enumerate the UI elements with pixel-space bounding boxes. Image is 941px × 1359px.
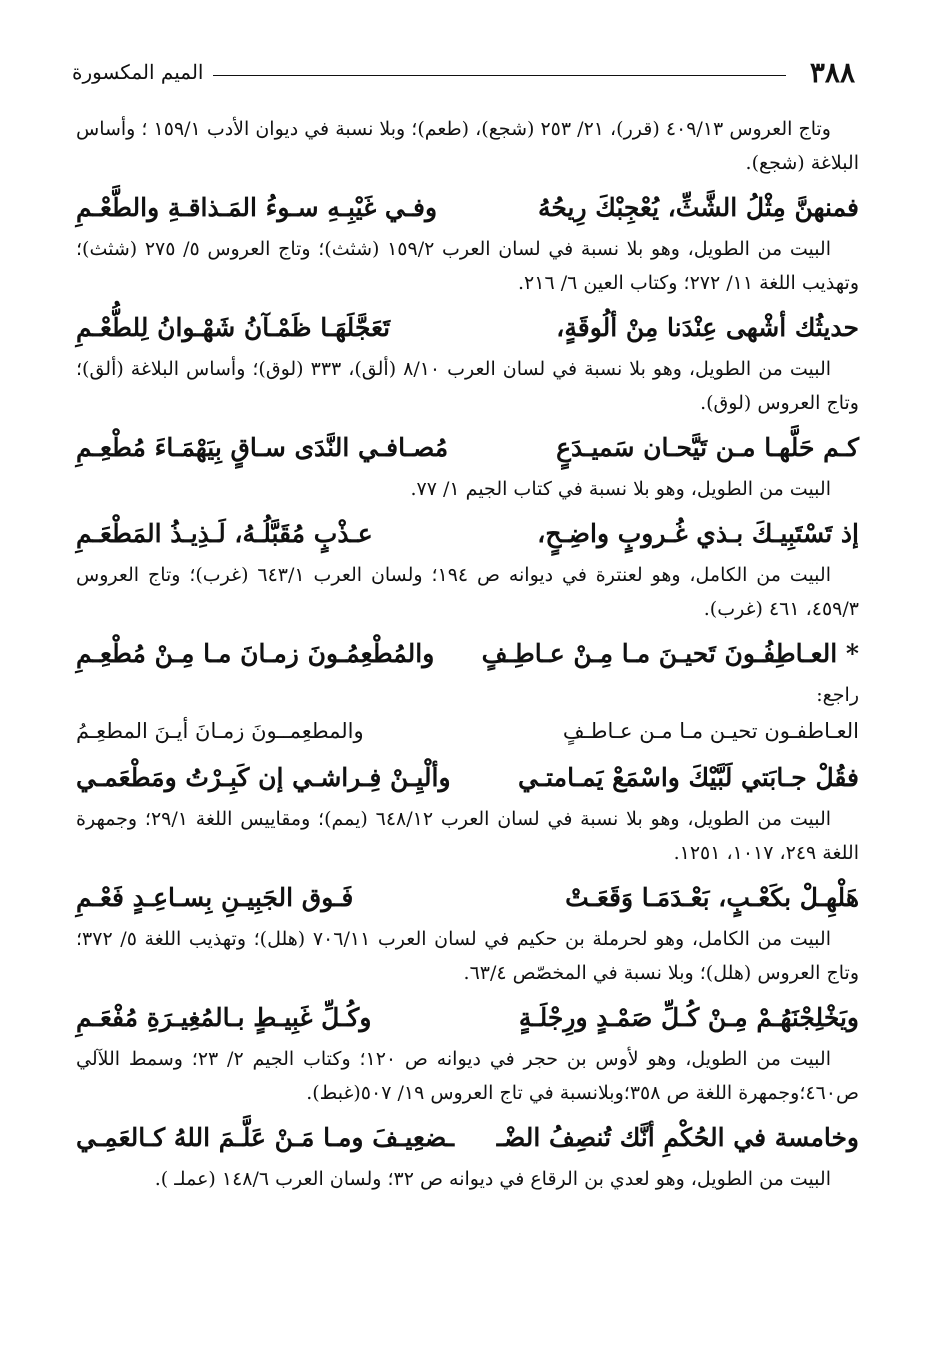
verse-first-hemistich: إذ تَسْتَبِيـكَ بـذي غُـروبٍ واضِـحٍ، xyxy=(537,519,859,548)
page-number: ٣٨٨ xyxy=(809,55,855,89)
header-rule xyxy=(213,75,785,76)
verse-first-hemistich: هَلْهِـلْ بكَعْـبٍ، بَعْـدَمَـا وَقَعَـتْ xyxy=(565,883,859,912)
verse-first-hemistich: وخامسة في الحُكْمِ أنَّك تُنصِفُ الضْـ xyxy=(496,1123,859,1152)
footnote-paragraph: البيت من الطويل، وهو بلا نسبة في لسان العرب ١٥٩/٢ (شثث)؛ وتاج العروس ٥/ ٢٧٥ (شثث)؛ وتهذيب اللغة ١١/ ٢٧٢؛ وكتاب العين ٦/ ٢١٦. xyxy=(76,238,859,294)
footnote-paragraph: وتاج العروس ٤٠٩/١٣ (قرر)، ٢١/ ٢٥٣ (شجع)، (طعم)؛ وبلا نسبة في ديوان الأدب ١٥٩/١ ؛ وأساس البلاغة (شجع). xyxy=(76,118,859,174)
verse-first-hemistich: العـاطفـون تحيـن مـا مـن عـاطـفٍ xyxy=(562,719,859,743)
footnote-paragraph: البيت من الطويل، وهو بلا نسبة في لسان العرب ٨/١٠ (ألق)، ٣٣٣ (لوق)؛ وأساس البلاغة (ألق)؛ وتاج العروس (لوق). xyxy=(76,358,859,414)
footnote-paragraph: البيت من الطويل، وهو بلا نسبة في كتاب الجيم ١/ ٧٧. xyxy=(410,478,831,500)
verse-second-hemistich: والمطعِمــونَ زمـانَ أيـنَ المطعِـمُ xyxy=(76,719,364,743)
verse-first-hemistich: كـم حَلَّهـا مـن تَيَّحـان سَميـدَعٍ xyxy=(556,433,859,462)
page-header xyxy=(72,52,855,92)
footnote-paragraph: البيت من الكامل، وهو لعنترة في ديوانه ص ١٩٤؛ ولسان العرب ٦٤٣/١ (غرب)؛ وتاج العروس ٤٥٩/٣، ٤٦١ (غرب). xyxy=(76,564,859,620)
footnote-paragraph: البيت من الطويل، وهو لأوس بن حجر في ديوانه ص ١٢٠؛ وكتاب الجيم ٢/ ٢٣؛ وسمط اللآلي ص٤٦٠؛وجمهرة اللغة ص ٣٥٨؛وبلانسبة في تاج العروس ١٩/ ٥٠٧(غبط). xyxy=(76,1048,859,1104)
verse-line xyxy=(76,1116,859,1160)
verse-second-hemistich: وألْيِـنْ فِـراشـي إن كَبِـرْتُ ومَطْعَمـي xyxy=(76,763,451,792)
reference-note: راجع: xyxy=(816,684,859,706)
verse-second-hemistich: والمُطْعِمُـونَ زمـانَ مـا مِـنْ مُطْعِـمِ xyxy=(76,639,435,668)
footnote-paragraph: البيت من الكامل، وهو لحرملة بن حكيم في لسان العرب ٧٠٦/١١ (هلل)؛ وتهذيب اللغة ٥/ ٣٧٢؛ وتاج العروس (هلل)؛ وبلا نسبة في المخصّص ٦٣/٤. xyxy=(76,928,859,984)
verse-line xyxy=(76,996,859,1040)
verse-first-hemistich: ويَخْلِجْنَهُـمْ مِـنْ كُـلِّ صَمْـدٍ ورِجْلَـةٍ xyxy=(518,1003,859,1032)
verse-line xyxy=(76,876,859,920)
verse-line xyxy=(76,186,859,230)
verse-second-hemistich: وكُـلِّ غَبِيـطٍ بـالمُغِيـرَةِ مُفْعَـمِ xyxy=(76,1003,372,1032)
verse-second-hemistich: وفـي غَيْبِـهِ سـوءُ المَـذاقـةِ والطَّعْـمِ xyxy=(76,193,438,222)
verse-line xyxy=(76,512,859,556)
verse-line xyxy=(76,712,859,750)
verse-second-hemistich: مُصـافـي النَّدَى سـاقٍ بِيَهْمَـاءَ مُطْعِـمِ xyxy=(76,433,449,462)
footnote-paragraph: البيت من الطويل، وهو بلا نسبة في لسان العرب ٦٤٨/١٢ (يمم)؛ ومقاييس اللغة ٢٩/١؛ وجمهرة اللغة ٢٤٩، ١٠١٧، ١٢٥١. xyxy=(76,808,859,864)
verse-line xyxy=(76,306,859,350)
verse-line xyxy=(76,632,859,676)
running-title: الميم المكسورة xyxy=(72,60,204,84)
verse-first-hemistich: فمنهنَّ مِثْلُ الشَّثِّ، يُعْجِبْكَ رِيحُهُ xyxy=(537,193,859,222)
verse-second-hemistich: ـضعِيـفَ ومـا مَـنْ عَلَّـمَ اللهُ كـالعَمِـي xyxy=(76,1123,455,1152)
verse-first-hemistich: * العـاطِفُـونَ تَحيـنَ مـا مِـنْ عـاطِـفٍ xyxy=(481,639,859,668)
verse-second-hemistich: عـذْبٍ مُقَبَّلُـهُ، لَـذِيـذُ المَطْعَـمِ xyxy=(76,519,373,548)
verse-line xyxy=(76,426,859,470)
verse-second-hemistich: تَعَجَّلَهَـا ظَمْـآنُ شَهْـوانُ لِلطُّعْـمِ xyxy=(76,313,391,342)
verse-line xyxy=(76,756,859,800)
verse-first-hemistich: فقُلْ جـابَتي لَبَّيْكَ واسْمَعْ يَمـامتـي xyxy=(517,763,859,792)
page-content xyxy=(76,112,859,1196)
footnote-paragraph: البيت من الطويل، وهو لعدي بن الرقاع في ديوانه ص ٣٢؛ ولسان العرب ١٤٨/٦ (عملـ ). xyxy=(154,1168,831,1190)
verse-first-hemistich: حديثُك أشْهى عِنْدَنا مِنْ ألُوقَةٍ، xyxy=(556,313,859,342)
verse-second-hemistich: فَـوق الجَبِيـنِ بِسـاعِـدٍ فَعْـمِ xyxy=(76,883,354,912)
